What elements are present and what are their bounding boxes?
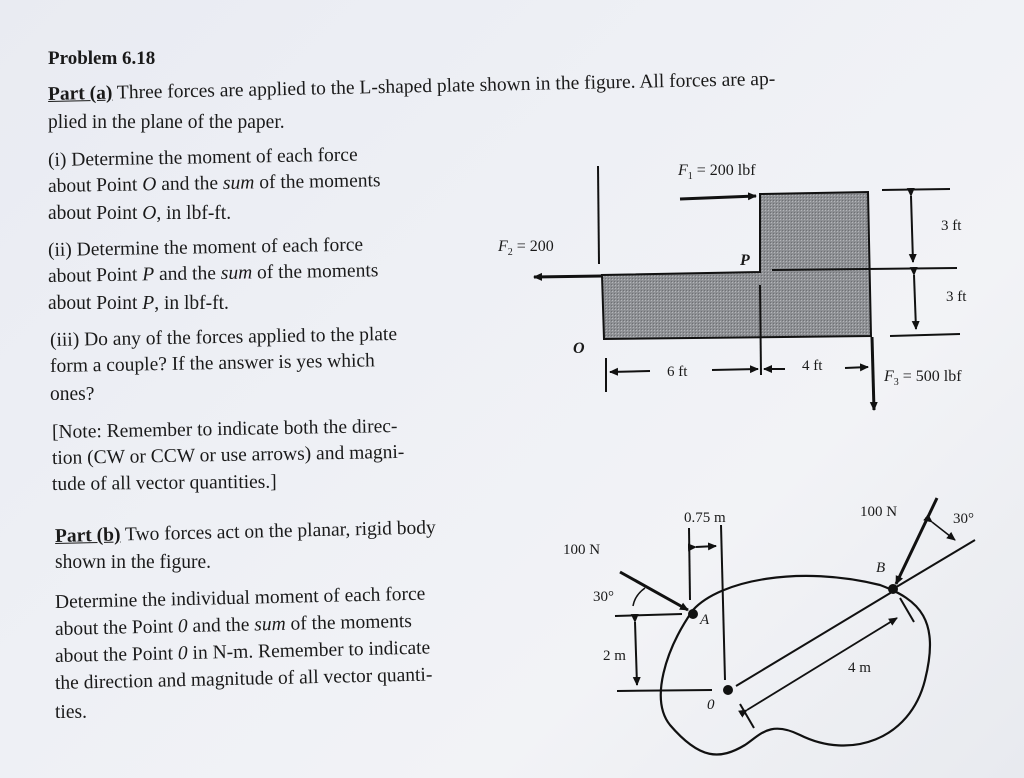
text: and the	[153, 262, 221, 286]
text: about the Point	[54, 616, 179, 640]
point-b-label: B	[876, 560, 886, 576]
note-line2: tion (CW or CCW or use arrows) and magni-	[51, 441, 405, 469]
text: of the moments	[252, 260, 379, 284]
point-o-label: O	[573, 340, 585, 357]
part-a-q3-line2: form a couple? If the answer is yes which	[49, 350, 376, 377]
dim-arrow-4m	[747, 618, 897, 710]
text: F	[498, 238, 508, 255]
part-a-q3-line3: ones?	[50, 384, 95, 405]
text: of the moments	[285, 610, 413, 635]
text: about Point	[48, 293, 143, 314]
text: about Point	[47, 264, 143, 287]
force-a-arrow	[620, 572, 688, 610]
point-0-ref: 0	[177, 642, 188, 665]
angle-a-label: 30°	[593, 589, 614, 605]
text: = 500 lbf	[898, 368, 962, 385]
text: F	[884, 368, 894, 385]
note-line3: tude of all vector quantities.]	[51, 471, 277, 495]
text: = 200 lbf	[692, 162, 756, 179]
part-b-label: Part (b)	[54, 524, 121, 547]
text: F	[678, 162, 688, 179]
text: of the moments	[254, 170, 381, 194]
point-o-dot	[723, 685, 733, 695]
text: and the	[187, 614, 255, 637]
part-b-q-line5: ties.	[55, 702, 87, 723]
force-a-label: 100 N	[563, 542, 601, 558]
point-p-label: P	[740, 252, 750, 269]
dim-label-top: 3 ft	[941, 218, 962, 234]
sum-emphasis: sum	[220, 262, 253, 284]
rigid-body-outline	[661, 576, 930, 755]
dim-label-6ft: 6 ft	[667, 364, 688, 380]
part-a-q1-line1: (i) Determine the moment of each force	[47, 144, 358, 171]
part-a-q3-line1: (iii) Do any of the forces applied to the plate	[49, 323, 398, 351]
text: , in lbf-ft.	[154, 293, 229, 314]
text: and the	[156, 172, 224, 196]
text: = 200	[512, 238, 554, 255]
force-b-arrow	[896, 498, 937, 584]
point-o-label-b: 0	[707, 697, 715, 713]
note-line1: [Note: Remember to indicate both the direc-	[51, 415, 398, 443]
text: , in lbf-ft.	[156, 203, 232, 224]
part-a-intro-text: Three forces are applied to the L-shaped plate shown in the figure. All forces are ap-	[112, 68, 776, 104]
dim-label-2m: 2 m	[603, 648, 626, 664]
text: about the Point	[54, 643, 179, 667]
part-b-intro-line2: shown in the figure.	[55, 552, 211, 573]
dim-label-4m: 4 m	[848, 660, 871, 676]
dim-arrow-075m	[696, 546, 716, 547]
angle-b-label: 30°	[953, 511, 974, 527]
text: 2	[507, 247, 513, 259]
text: about Point	[48, 203, 143, 224]
force-b-label: 100 N	[860, 504, 898, 520]
dim-label-bottom: 3 ft	[946, 289, 967, 305]
point-a-dot	[688, 609, 698, 619]
text: 1	[687, 171, 693, 183]
part-b-q-line1: Determine the individual moment of each force	[54, 583, 426, 613]
text: in N-m. Remember to indicate	[187, 637, 431, 664]
text: about Point	[47, 174, 143, 197]
part-a-q2-line1: (ii) Determine the moment of each force	[47, 234, 364, 261]
dim-label-4ft: 4 ft	[802, 358, 823, 374]
text: 3	[893, 377, 899, 389]
point-p-ref: P	[142, 293, 155, 314]
part-b-intro-text: Two forces act on the planar, rigid body	[120, 517, 437, 546]
point-o-ref: O	[142, 203, 157, 224]
point-p-ref: P	[142, 264, 155, 286]
part-b-q-line4: the direction and magnitude of all vector quanti-	[54, 664, 433, 694]
point-0-ref: 0	[177, 615, 188, 638]
problem-title: Problem 6.18	[48, 48, 156, 69]
sum-emphasis: sum	[254, 613, 286, 636]
part-a-label: Part (a)	[47, 82, 113, 105]
dim-label-075m: 0.75 m	[684, 510, 726, 526]
part-a-intro-line2: plied in the plane of the paper.	[48, 112, 285, 133]
sum-emphasis: sum	[222, 172, 255, 194]
point-a-label: A	[700, 612, 710, 628]
dim-arrow-2m	[635, 622, 637, 685]
point-o-ref: O	[142, 174, 157, 196]
